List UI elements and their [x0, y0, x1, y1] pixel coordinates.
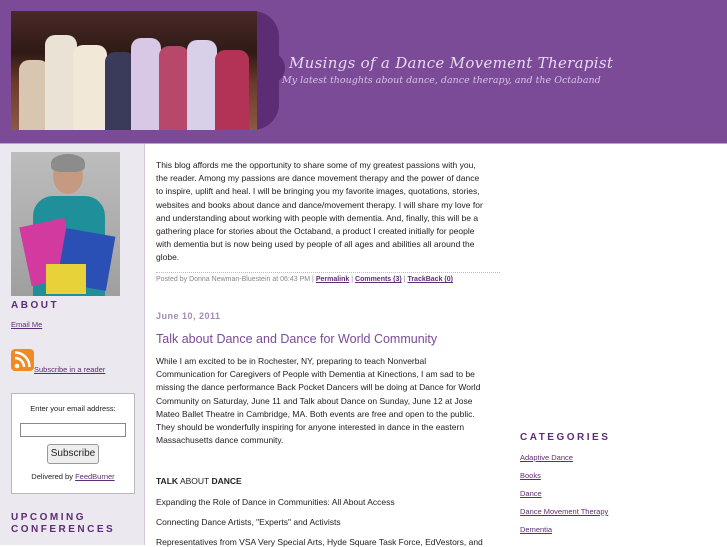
conferences-heading: CONFERENCES [11, 524, 116, 535]
category-link-dance-movement-therapy[interactable]: Dance Movement Therapy [520, 507, 609, 516]
program-item: Connecting Dance Artists, "Experts" and Activists [156, 517, 341, 527]
category-link-adaptive-dance[interactable]: Adaptive Dance [520, 453, 573, 462]
delivered-by-text: Delivered by [31, 472, 73, 481]
post-line: websites and books about dance and dance/movement therapy. I will share my love for [156, 199, 483, 210]
feedburner-link[interactable]: FeedBurner [75, 472, 115, 481]
category-link-books[interactable]: Books [520, 471, 541, 480]
post-line: This blog affords me the opportunity to share some of my greatest passions with you, [156, 160, 476, 170]
subscribe-reader-link[interactable]: Subscribe in a reader [34, 365, 106, 374]
post-line: While I am excited to be in Rochester, NY, preparing to teach Nonverbal [156, 356, 427, 366]
email-me-link[interactable]: Email Me [11, 320, 43, 329]
post-line: the reader. Among my passions are dance movement therapy and the power of dance [156, 173, 480, 184]
program-item: Expanding the Role of Dance in Communities: All About Access [156, 497, 395, 507]
post-date: June 10, 2011 [156, 311, 221, 321]
about-heading: ABOUT [11, 300, 60, 311]
post-line: They should be wonderfully inspiring for anyone interested in dance in the eastern [156, 422, 465, 433]
post-title[interactable]: Talk about Dance and Dance for World Community [156, 332, 438, 346]
permalink-link[interactable]: Permalink [315, 276, 350, 283]
post-line: Mateo Ballet Theatre in Cambridge, MA. Both events are free and open to the public. [156, 408, 475, 419]
post-intro-body [156, 159, 500, 265]
footer-separator: | [351, 276, 354, 283]
delivered-by [12, 472, 134, 481]
email-input[interactable] [20, 423, 126, 437]
post-line: to inspire, uplift and heal. I will be bringing you my favorite images, quotations, stories, [156, 186, 480, 197]
blog-title[interactable]: Musings of a Dance Movement Therapist [289, 54, 614, 72]
talk-about-dance-heading [156, 476, 242, 486]
talk-word: TALK [156, 476, 179, 486]
trackback-link[interactable]: TrackBack (0) [407, 276, 453, 283]
comments-link[interactable]: Comments (3) [355, 276, 402, 283]
header-photo-dancers[interactable] [11, 11, 257, 130]
post-line: missing the dance performance Back Pocket Dancers will be doing at Dance for World [156, 382, 481, 393]
post-line: globe. [156, 252, 180, 263]
email-subscribe-box [11, 393, 135, 494]
rss-icon[interactable] [11, 349, 34, 371]
blog-description: My latest thoughts about dance, dance therapy, and the Octaband [282, 75, 601, 86]
post-line: with dementia but is now being used by people of all ages and abilities all around the [156, 239, 475, 250]
post-footer-byline: Posted by Donna Newman-Bluestein at 06:43 PM | [156, 276, 314, 283]
upcoming-heading: UPCOMING [11, 512, 86, 523]
post-footer [156, 272, 500, 283]
profile-photo [11, 152, 120, 296]
post-line: gathering place for stories about the Octaband, a product I created initially for people [156, 226, 475, 237]
post-line: and understanding about working with people with dementia. And, finally, this will be a [156, 212, 479, 223]
about-word: ABOUT [179, 476, 210, 486]
program-item: Representatives from VSA Very Special Arts, Hyde Square Task Force, EdVestors, and [156, 537, 483, 547]
footer-separator: | [403, 276, 406, 283]
category-link-dance[interactable]: Dance [520, 489, 542, 498]
post-line: Communication for Caregivers of People with Dementia at Kinections, I am sad to be [156, 369, 475, 380]
dance-word: DANCE [211, 476, 242, 486]
subscribe-button[interactable]: Subscribe [47, 444, 99, 464]
post-body [156, 355, 500, 447]
categories-heading: CATEGORIES [520, 432, 611, 443]
email-label: Enter your email address: [30, 404, 116, 413]
post-line: Community on Saturday, June 11 and Talk about Dance on Sunday, June 12 at Jose [156, 395, 473, 406]
category-link-dementia[interactable]: Dementia [520, 525, 553, 534]
post-line: Massachusetts dance community. [156, 435, 284, 446]
